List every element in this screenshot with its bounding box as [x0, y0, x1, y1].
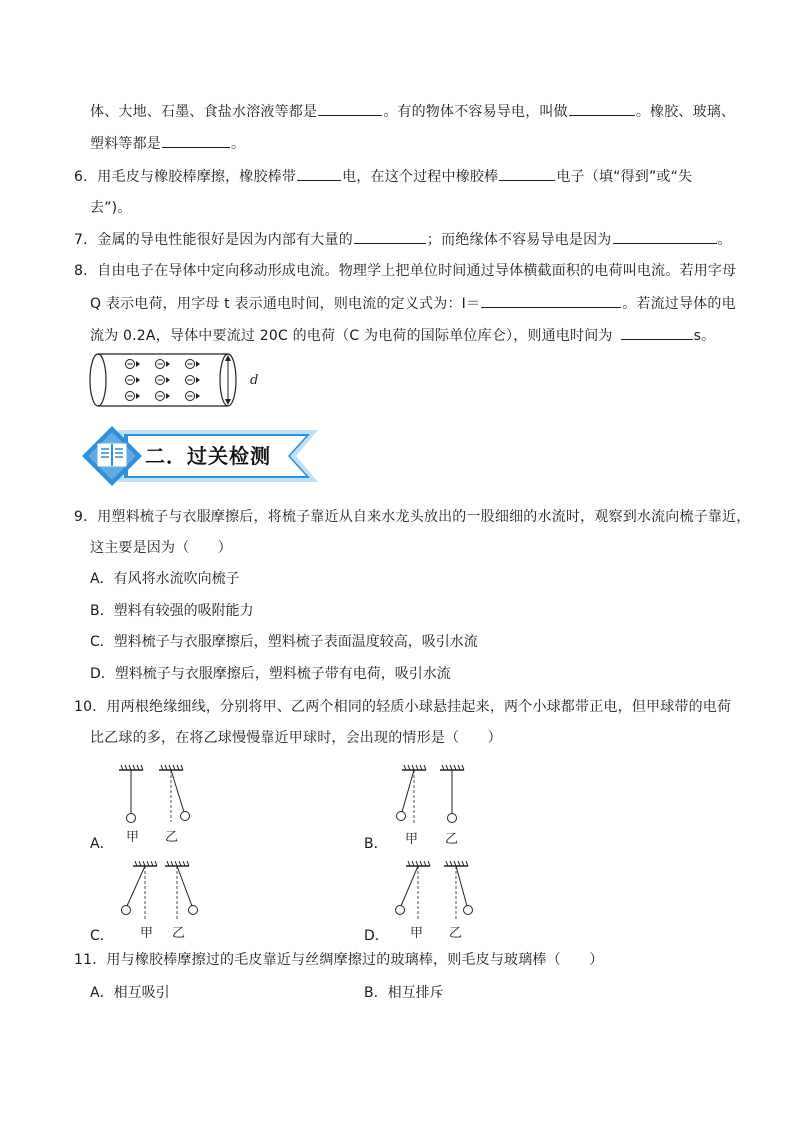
q10-line-2: 比乙球的多，在将乙球慢慢靠近甲球时，会出现的情形是（ ） [90, 730, 502, 746]
q5-blank-insulator[interactable] [569, 101, 635, 116]
fig-b-label-yi: 乙 [445, 832, 459, 847]
q10-option-b[interactable]: B． [364, 836, 388, 852]
q9-line-2: 这主要是因为（ ） [90, 540, 232, 556]
q10-figure-b [388, 762, 478, 824]
q5-blank-conductor[interactable] [318, 101, 382, 116]
q6-text: 6．用毛皮与橡胶棒摩擦，橡胶棒带 [74, 169, 297, 185]
q6-text: 电，在这个过程中橡胶棒 [342, 169, 499, 185]
q8-text: 。若流过导体的电 [622, 296, 736, 312]
q9-option-a[interactable]: A．有风将水流吹向梳子 [90, 571, 240, 587]
q5-text: 塑料等都是 [90, 136, 161, 152]
fig-d-label-jia: 甲 [410, 926, 424, 941]
q8-text: 流为 0.2A，导体中要流过 20C 的电荷（C 为电荷的国际单位库仑），则通电时间为 [90, 328, 613, 344]
fig-b-label-jia: 甲 [405, 832, 419, 847]
row-1 [126, 360, 201, 369]
row-2 [126, 376, 201, 385]
q9-option-c[interactable]: C．塑料梳子与衣服摩擦后，塑料梳子表面温度较高，吸引水流 [90, 634, 478, 650]
q9-option-d[interactable]: D．塑料梳子与衣服摩擦后，塑料梳子带有电荷，吸引水流 [90, 666, 451, 682]
q9-line-1: 9．用塑料梳子与衣服摩擦后，将梳子靠近从自来水龙头放出的一股细细的水流时，观察到水流向梳子靠近， [74, 509, 751, 525]
q5-text: 。橡胶、玻璃、 [635, 104, 736, 120]
q10-option-a[interactable]: A． [90, 836, 114, 852]
q10-option-d[interactable]: D． [364, 928, 389, 944]
q10-figure-c [115, 858, 210, 920]
q5-text: 体、大地、石墨、食盐水溶液等都是 [90, 104, 318, 120]
q5-text: 。 [231, 136, 246, 152]
q7-text: 。 [717, 232, 732, 248]
q6-text: 电子（填“得到”或“失 [556, 169, 693, 185]
conductor-cylinder-figure [88, 350, 268, 414]
q5-line-1 [90, 101, 735, 122]
fig-d-label-yi: 乙 [449, 926, 463, 941]
q5-line-2 [90, 133, 245, 154]
diameter-label: d [250, 373, 259, 388]
q9-option-b[interactable]: B．塑料有较强的吸附能力 [90, 603, 254, 619]
section-title: 二．过关检测 [145, 444, 271, 468]
book-icon [98, 444, 126, 466]
q5-blank-examples[interactable] [162, 133, 230, 148]
fig-c-label-jia: 甲 [140, 926, 154, 941]
q7-line [74, 229, 732, 250]
q6-blank-charge[interactable] [297, 166, 341, 181]
q11-option-a[interactable]: A．相互吸引 [90, 985, 170, 1001]
row-3 [126, 392, 201, 401]
q11-option-b[interactable]: B．相互排斥 [364, 985, 444, 1001]
fig-a-label-yi: 乙 [165, 830, 179, 845]
q8-line-1: 8．自由电子在导体中定向移动形成电流。物理学上把单位时间通过导体横截面积的电荷叫电流。若用字母 [74, 263, 737, 279]
q7-blank-2[interactable] [613, 229, 717, 244]
q8-line-2 [90, 293, 736, 314]
q6-line-2: 去”)。 [90, 200, 132, 216]
fig-a-label-jia: 甲 [126, 830, 140, 845]
q8-text: Q 表示电荷，用字母 t 表示通电时间，则电流的定义式为：I＝ [90, 296, 481, 312]
q8-text: s。 [693, 328, 716, 344]
q7-blank-1[interactable] [354, 229, 426, 244]
fig-c-label-yi: 乙 [172, 926, 186, 941]
q6-blank-electron[interactable] [499, 166, 555, 181]
q8-line-3 [90, 325, 715, 346]
q10-line-1: 10．用两根绝缘细线，分别将甲、乙两个相同的轻质小球悬挂起来，两个小球都带正电，但甲球带的电荷 [74, 699, 732, 715]
electron-arrows [126, 360, 201, 401]
q8-blank-time[interactable] [621, 325, 693, 340]
q10-option-c[interactable]: C． [90, 928, 114, 944]
q11-line-1: 11．用与橡胶棒摩擦过的毛皮靠近与丝绸摩擦过的玻璃棒，则毛皮与玻璃棒（ ） [74, 952, 604, 968]
q7-text: 7．金属的导电性能很好是因为内部有大量的 [74, 232, 353, 248]
q6-line-1 [74, 166, 692, 187]
q10-figure-d [388, 858, 488, 920]
q8-blank-formula[interactable] [481, 293, 621, 308]
q7-text: ；而绝缘体不容易导电是因为 [426, 232, 612, 248]
q10-figure-a [115, 762, 205, 824]
q5-text: 。有的物体不容易导电，叫做 [383, 104, 568, 120]
